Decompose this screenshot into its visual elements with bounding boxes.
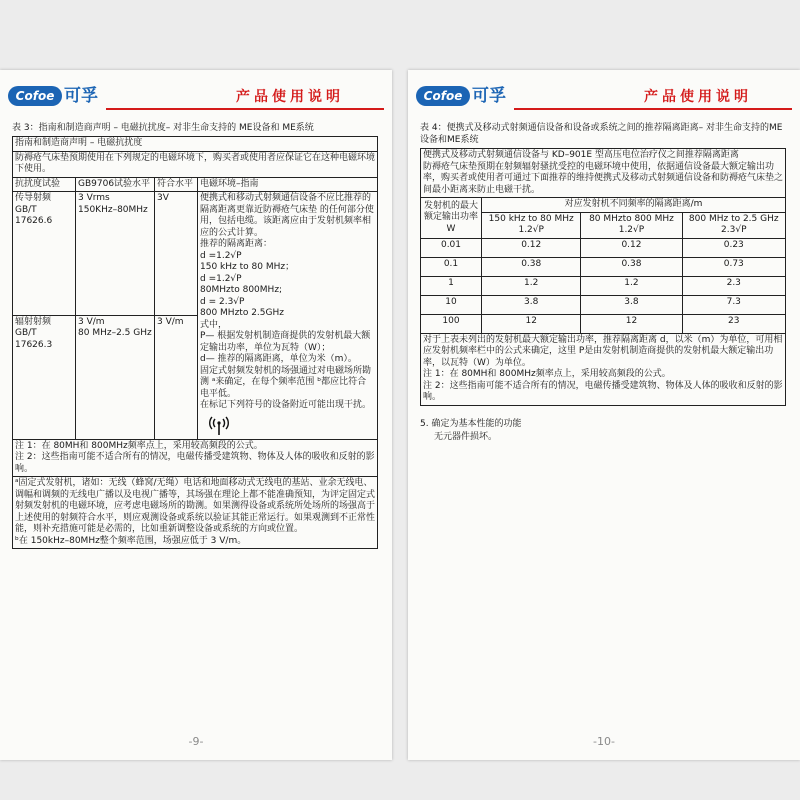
table4-cell: 100 [421, 314, 482, 333]
table4-cell: 0.23 [682, 238, 785, 257]
table4-power-header: 发射机的最大额定输出功率 W [421, 198, 482, 239]
table4-cell: 2.3 [682, 276, 785, 295]
section-5-title: 5. 确定为基本性能的功能 [420, 418, 522, 429]
brand-logo-latin: Cofoe [8, 86, 62, 106]
footnote-a: ᵃ固定式发射机，诸如：无线（蜂窝/无绳）电话和地面移动式无线电的基站、业余无线电、调幅和调频的无线电广播以及电视广播等，其场强在理论上都不能准确预知，为评定固定式射频发射机的电磁环境，应考虑电磁场所的勘测。如果测得设备或系统所处场所的场强高于上述使用的射频符合水平，则应观测设备或系统以验证其能正常运行。如果观测到不正常性能，则补充措施可能是必需的，比如重新调整设备或系统的方向或位置。 [15, 478, 376, 534]
table3 [12, 136, 378, 549]
section-5 [420, 418, 786, 444]
footnote-b: ᵇ在 150kHz–80MHz整个频率范围，场强应低于 3 V/m。 [15, 535, 247, 546]
table4-freq-header: 80 MHzto 800 MHz 1.2√P [581, 212, 682, 238]
table4-cell: 1.2 [581, 276, 682, 295]
header-title: 产品使用说明 [236, 89, 344, 105]
table4-notes [421, 333, 786, 405]
radiation-warning-icon [208, 415, 230, 437]
table4-cell: 1 [421, 276, 482, 295]
table4-cell: 7.3 [682, 295, 785, 314]
table4-cell: 0.73 [682, 257, 785, 276]
table4-cell: 12 [482, 314, 581, 333]
table3-notes [13, 439, 378, 477]
header-rule [106, 108, 384, 110]
table3-footnotes [13, 477, 378, 549]
table4-cell: 3.8 [581, 295, 682, 314]
table3-header-comply: 符合水平 [155, 177, 198, 192]
table3-cell-level: 3 V/m 80 MHz–2.5 GHz [76, 315, 155, 439]
table3-cell-test: 传导射频 GB/T 17626.6 [13, 192, 76, 316]
table3-title-row: 指南和制造商声明 – 电磁抗扰度 [13, 137, 378, 152]
table3-guidance-cell [198, 192, 378, 440]
right-content [420, 122, 786, 444]
table4-cell: 1.2 [482, 276, 581, 295]
table4-cell: 0.01 [421, 238, 482, 257]
header-title: 产品使用说明 [644, 89, 752, 105]
note-2: 注 2：这些指南可能不适合所有的情况，电磁传播受建筑物、物体及人体的吸收和反射的影响。 [15, 452, 375, 474]
table3-intro-row: 防褥疮气床垫预期使用在下列规定的电磁环境下，购买者或使用者应保证它在这种电磁环境下使用。 [13, 151, 378, 177]
table-row [421, 314, 786, 333]
note-2: 注 2：这些指南可能不适合所有的情况，电磁传播受建筑物、物体及人体的吸收和反射的影响。 [423, 380, 783, 402]
brand-logo [416, 84, 508, 108]
table4-freq-header: 800 MHz to 2.5 GHz 2.3√P [682, 212, 785, 238]
table4-cell: 0.12 [581, 238, 682, 257]
brand-logo-cjk: 可孚 [472, 86, 506, 106]
table4-cell: 0.38 [482, 257, 581, 276]
table4-cell: 12 [581, 314, 682, 333]
page-header [8, 84, 384, 112]
page-number: -9- [188, 735, 204, 748]
brand-logo-latin: Cofoe [416, 86, 470, 106]
table-row [421, 257, 786, 276]
table4-cell: 0.1 [421, 257, 482, 276]
table4-freq-header: 150 kHz to 80 MHz 1.2√P [482, 212, 581, 238]
note-1: 注 1：在 80MH和 800MHz频率点上，采用较高频段的公式。 [423, 369, 671, 379]
table3-guidance-text: 便携式和移动式射频通信设备不应比推荐的隔离距离更靠近防褥疮气床垫 的任何部分使用，包括电缆。该距离应由于发射机频率相应的公式计算。 推荐的隔离距离： d =1.2√P 150 kHz to 80 MHz； d =1.2√P 80MHzto 800MHz; d = 2.3√P 800 MHzto 2.5GHz 式中， P— 根据发射机制造商提供的发射机最大额定输出功率，单位为瓦特（W）； d— 推荐的隔离距离，单位为米（m）。 固定式射频发射机的场强通过对电磁场所勘测 ᵃ来确定，在每个频率范围 ᵇ都应比符合电平低。 在标记下列符号的设备附近可能出现干扰。 [200, 193, 374, 410]
table4-caption: 表 4：便携式及移动式射频通信设备和设备或系统之间的推荐隔离距离– 对非生命支持的ME设备和ME系统 [420, 123, 783, 145]
table3-cell-comply: 3V [155, 192, 198, 316]
right-page [408, 70, 800, 760]
table3-caption: 表 3：指南和制造商声明 – 电磁抗扰度– 对非生命支持的 ME设备和 ME系统 [12, 123, 314, 133]
section-5-body: 无元器件损坏。 [434, 431, 498, 442]
table4-span-header: 对应发射机不同频率的隔离距离/m [482, 198, 786, 213]
page-header [416, 84, 792, 112]
header-rule [514, 108, 792, 110]
table4-note-main: 对于上表未列出的发射机最大额定输出功率，推荐隔离距离 d，以米（m）为单位，可用相应发射机频率栏中的公式来确定，这里 P是由发射机制造商提供的发射机最大额定输出功率，以瓦特（W）为单位。 [423, 334, 783, 368]
left-page [0, 70, 392, 760]
table4-cell: 0.12 [482, 238, 581, 257]
note-1: 注 1：在 80MH和 800MHz频率点上，采用较高频段的公式。 [15, 440, 263, 451]
table3-header-guidance: 电磁环境–指南 [198, 177, 378, 192]
table3-header-level: GB9706试验水平 [76, 177, 155, 192]
brand-logo-cjk: 可孚 [64, 86, 98, 106]
left-content [12, 122, 378, 549]
table4-cell: 0.38 [581, 257, 682, 276]
table4-cell: 3.8 [482, 295, 581, 314]
table-row [421, 238, 786, 257]
table3-cell-test: 辐射射频 GB/T 17626.3 [13, 315, 76, 439]
table3-header-test: 抗扰度试验 [13, 177, 76, 192]
table3-cell-comply: 3 V/m [155, 315, 198, 439]
page-number: -10- [593, 735, 615, 748]
table3-cell-level: 3 Vrms 150KHz–80MHz [76, 192, 155, 316]
brand-logo [8, 84, 100, 108]
table-row [421, 295, 786, 314]
table4 [420, 148, 786, 406]
table4-cell: 10 [421, 295, 482, 314]
table-row [421, 276, 786, 295]
table4-cell: 23 [682, 314, 785, 333]
table4-intro: 便携式及移动式射频通信设备与 KD–901E 型高压电位治疗仪之间推荐隔离距离 防褥疮气床垫预期在射频辐射骚扰受控的电磁环境中使用，依据通信设备最大额定输出功率，购买者或使用者可通过下面推荐的维持便携式及移动式射频通信设备和防褥疮气床垫之间最小距离来防止电磁干扰。 [421, 149, 786, 198]
